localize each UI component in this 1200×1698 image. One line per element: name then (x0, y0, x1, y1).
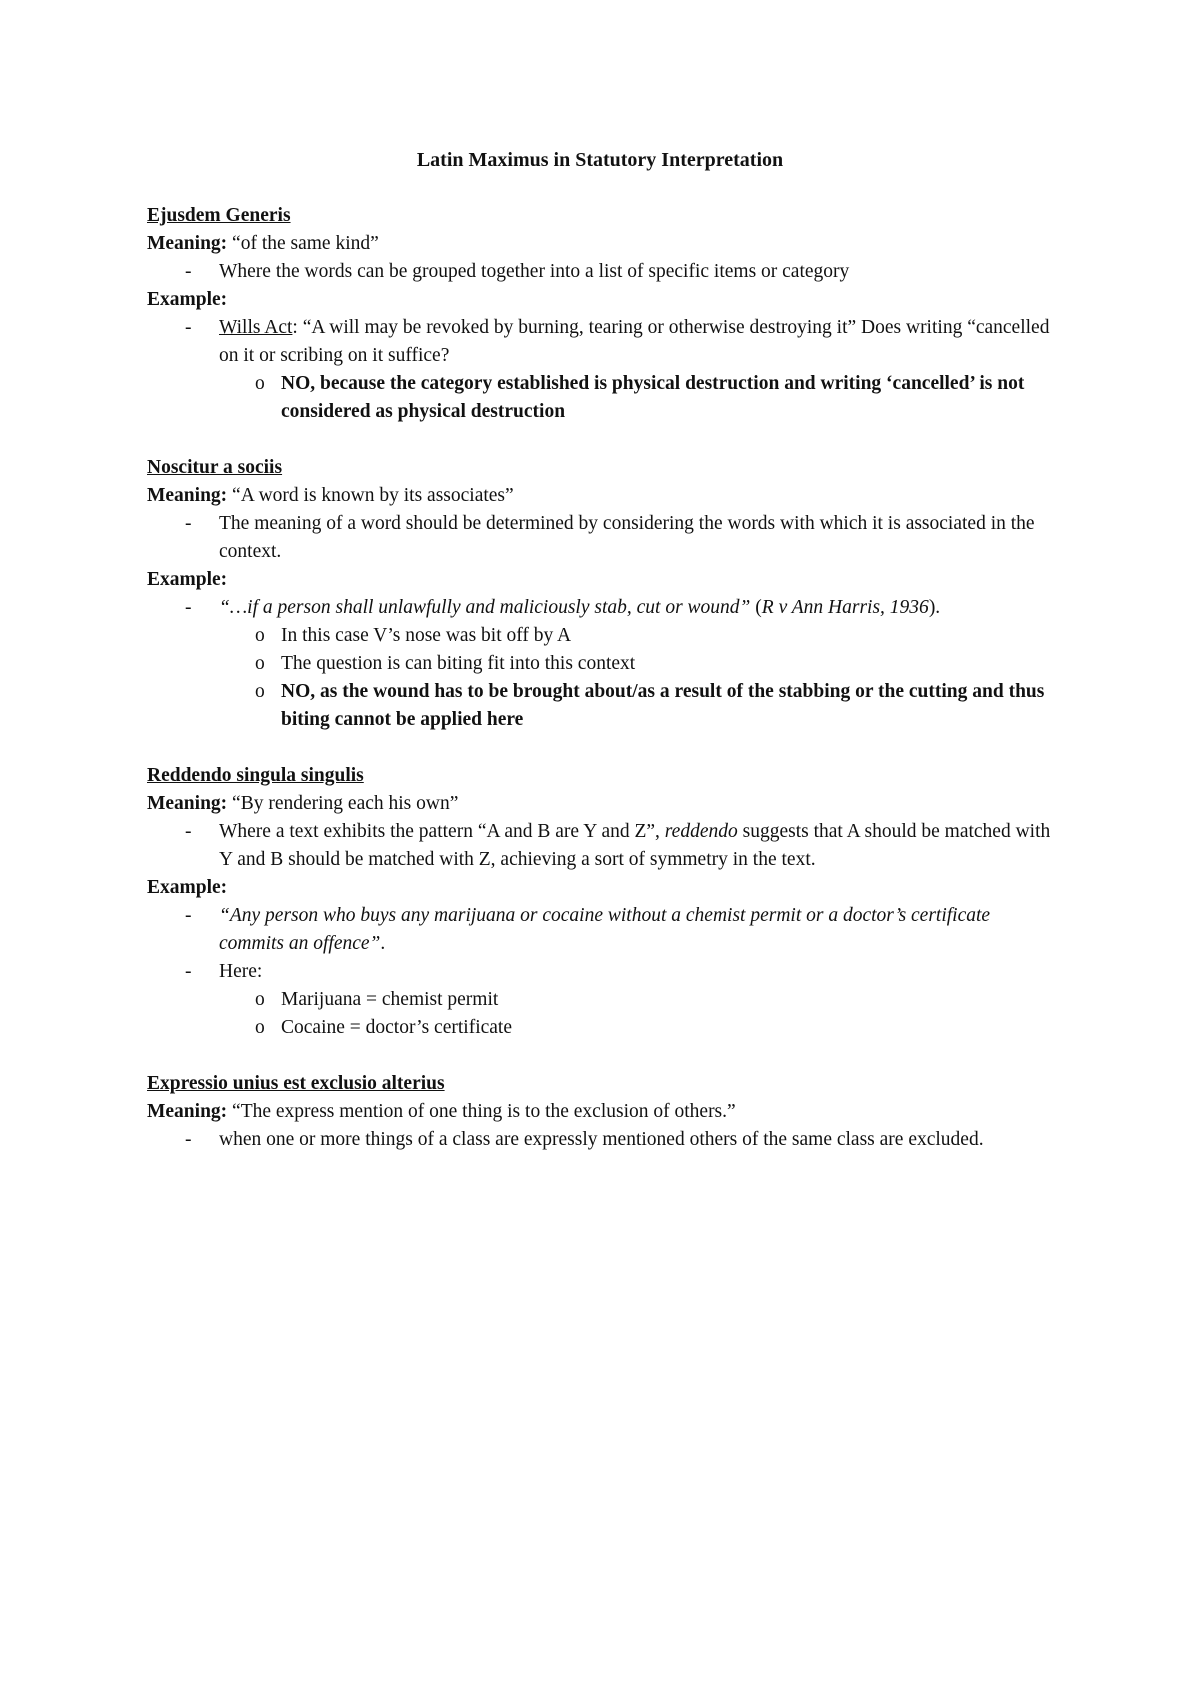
bullet-text (219, 818, 1057, 874)
section-reddendo-singula-singulis (147, 762, 1057, 1042)
bullet-item (147, 902, 1057, 958)
example-label: Example: (147, 569, 228, 590)
bullet-item (147, 818, 1057, 874)
sub-bullet-item (147, 678, 1057, 734)
sub-bullet-text: Cocaine = doctor’s certificate (281, 1017, 512, 1038)
dash-bullet: - (185, 597, 192, 618)
example-end: . (380, 933, 386, 954)
sub-bullet-marker: o (255, 1017, 265, 1038)
sub-bullet-item (147, 370, 1057, 426)
dash-bullet: - (185, 1129, 192, 1150)
meaning-text: “By rendering each his own” (232, 793, 459, 814)
dash-bullet: - (185, 961, 192, 982)
bullet-item (147, 510, 1057, 566)
section-heading: Noscitur a sociis (147, 457, 283, 478)
sub-bullet-marker: o (255, 681, 265, 702)
section-heading: Expressio unius est exclusio alterius (147, 1073, 445, 1094)
sub-bullet-item (147, 1014, 1057, 1042)
case-close: ). (928, 597, 941, 618)
bullet-text (219, 314, 1057, 370)
point-text-b: suggests that A should be matched with Y and B should be matched with Z, achieving a sort of symmetry in the text. (219, 821, 1051, 870)
example-quote: : “A will may be revoked by burning, tearing or otherwise destroying it” Does writing “cancelled on it or scribing on it suffice? (219, 317, 1050, 366)
point-text-a: Where a text exhibits the pattern “A and B are Y and Z”, (219, 821, 665, 842)
section-ejusdem-generis (147, 202, 1057, 426)
example-quote: “…if a person shall unlawfully and maliciously stab, cut or wound” (219, 597, 751, 618)
dash-bullet: - (185, 513, 192, 534)
document-body (147, 202, 1057, 1154)
bullet-item (147, 258, 1057, 286)
sub-bullet-text: The question is can biting fit into this context (281, 653, 636, 674)
document-title: Latin Maximus in Statutory Interpretation (416, 149, 784, 171)
bullet-text: when one or more things of a class are expressly mentioned others of the same class are excluded. (219, 1129, 984, 1150)
sub-bullet-text: In this case V’s nose was bit off by A (281, 625, 572, 646)
sub-bullet-item (147, 622, 1057, 650)
section-expressio-unius (147, 1070, 1057, 1154)
bullet-item (147, 594, 1057, 622)
sub-bullet-item (147, 650, 1057, 678)
meaning-label: Meaning: (147, 793, 228, 814)
dash-bullet: - (185, 317, 192, 338)
section-heading: Ejusdem Generis (147, 205, 291, 226)
bullet-text: Where the words can be grouped together into a list of specific items or category (219, 261, 850, 282)
meaning-line (147, 1098, 1057, 1126)
meaning-label: Meaning: (147, 485, 228, 506)
meaning-label: Meaning: (147, 1101, 228, 1122)
sub-bullet-marker: o (255, 373, 265, 394)
meaning-text: “of the same kind” (232, 233, 379, 254)
sub-bullet-marker: o (255, 625, 265, 646)
bullet-text (219, 594, 1057, 622)
statute-reference: Wills Act (219, 317, 293, 338)
bullet-text: The meaning of a word should be determined by considering the words with which it is associated in the context. (219, 513, 1035, 562)
example-quote: “Any person who buys any marijuana or cocaine without a chemist permit or a doctor’s certificate commits an offence” (219, 905, 991, 954)
bullet-item (147, 314, 1057, 370)
bullet-text (219, 902, 1057, 958)
sub-bullet-text: NO, as the wound has to be brought about/as a result of the stabbing or the cutting and thus biting cannot be applied here (281, 681, 1045, 730)
sub-bullet-marker: o (255, 653, 265, 674)
dash-bullet: - (185, 905, 192, 926)
meaning-label: Meaning: (147, 233, 228, 254)
sub-bullet-marker: o (255, 989, 265, 1010)
sub-bullet-item (147, 986, 1057, 1014)
sub-bullet-text: Marijuana = chemist permit (281, 989, 499, 1010)
dash-bullet: - (185, 261, 192, 282)
meaning-line (147, 482, 1057, 510)
bullet-item (147, 958, 1057, 986)
case-open: ( (750, 597, 762, 618)
section-heading: Reddendo singula singulis (147, 765, 364, 786)
point-emphasis: reddendo (664, 821, 738, 842)
meaning-line (147, 230, 1057, 258)
dash-bullet: - (185, 821, 192, 842)
example-label: Example: (147, 877, 228, 898)
section-noscitur-a-sociis (147, 454, 1057, 734)
meaning-line (147, 790, 1057, 818)
bullet-item (147, 1126, 1057, 1154)
meaning-text: “The express mention of one thing is to the exclusion of others.” (232, 1101, 736, 1122)
bullet-text: Here: (219, 961, 263, 982)
example-label: Example: (147, 289, 228, 310)
sub-bullet-text: NO, because the category established is physical destruction and writing ‘cancelled’ is not considered as physical destruction (281, 373, 1025, 422)
meaning-text: “A word is known by its associates” (232, 485, 514, 506)
case-citation: R v Ann Harris, 1936 (761, 597, 929, 618)
